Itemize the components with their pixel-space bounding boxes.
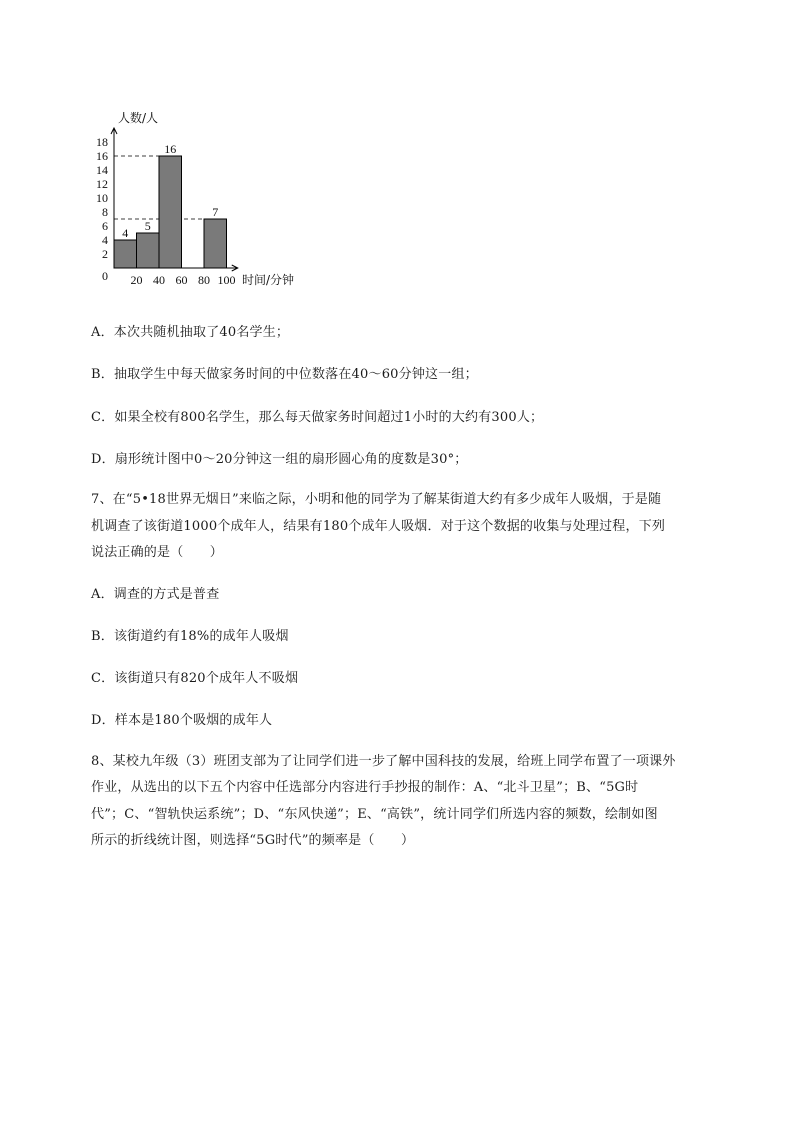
q7-option-c: C．该街道只有820个成年人不吸烟 bbox=[91, 671, 299, 686]
x-tick-label-3: 80 bbox=[198, 273, 210, 287]
bar-4 bbox=[204, 219, 227, 268]
q7-option-d: D．样本是180个吸烟的成年人 bbox=[91, 713, 273, 728]
q7-stem-line-3: 说法正确的是（ ） bbox=[91, 545, 224, 560]
histogram-chart bbox=[88, 104, 318, 294]
q8-stem-line-2: 作业，从选出的以下五个内容中任选部分内容进行手抄报的制作：A、“北斗卫星”；B、“5G时 bbox=[91, 780, 639, 795]
bar-label-1: 5 bbox=[144, 219, 151, 233]
x-tick-label-4: 100 bbox=[217, 273, 236, 287]
x-tick-label-1: 40 bbox=[153, 273, 165, 287]
y-tick-label-7: 14 bbox=[96, 163, 108, 177]
y-tick-label-4: 8 bbox=[102, 205, 108, 219]
y-tick-label-1: 2 bbox=[102, 247, 108, 261]
y-tick-label-9: 18 bbox=[96, 135, 108, 149]
x-tick-labels bbox=[131, 273, 236, 287]
q8-stem-line-4: 所示的折线统计图，则选择“5G时代”的频率是（ ） bbox=[91, 833, 415, 848]
y-tick-label-8: 16 bbox=[96, 149, 108, 163]
y-tick-label-2: 4 bbox=[102, 233, 108, 247]
bar-2 bbox=[159, 156, 182, 268]
q6-option-b: B．抽取学生中每天做家务时间的中位数落在40～60分钟这一组； bbox=[91, 367, 478, 382]
bar-label-2: 16 bbox=[164, 142, 177, 156]
origin-label: 0 bbox=[102, 269, 108, 283]
y-axis-title: 人数/人 bbox=[118, 111, 159, 125]
q6-option-a: A．本次共随机抽取了40名学生； bbox=[91, 325, 290, 340]
bar-label-4: 7 bbox=[212, 205, 219, 219]
y-tick-label-5: 10 bbox=[96, 191, 108, 205]
q8-stem-line-1: 8、某校九年级（3）班团支部为了让同学们进一步了解中国科技的发展，给班上同学布置了一项课外 bbox=[91, 754, 676, 769]
bar-label-0: 4 bbox=[122, 226, 129, 240]
x-axis-title: 时间/分钟 bbox=[242, 273, 295, 287]
q7-stem-line-1: 7、在“5•18世界无烟日”来临之际，小明和他的同学为了解某街道大约有多少成年人吸烟，于是随 bbox=[91, 492, 662, 507]
q7-stem-line-2: 机调查了该街道1000个成年人，结果有180个成年人吸烟．对于这个数据的收集与处理过程，下列 bbox=[91, 519, 666, 534]
q8-stem-line-3: 代”；C、“智轨快运系统”；D、“东风快递”；E、“高铁”，统计同学们所选内容的频数，绘制如图 bbox=[91, 807, 658, 822]
bar-0 bbox=[114, 240, 137, 268]
bars bbox=[114, 156, 227, 268]
x-tick-label-0: 20 bbox=[130, 273, 143, 287]
y-tick-label-3: 6 bbox=[102, 219, 108, 233]
y-tick-label-6: 12 bbox=[96, 177, 108, 191]
q6-option-c: C．如果全校有800名学生，那么每天做家务时间超过1小时的大约有300人； bbox=[91, 410, 544, 425]
bar-1 bbox=[137, 233, 160, 268]
q6-option-d: D．扇形统计图中0～20分钟这一组的扇形圆心角的度数是30°； bbox=[91, 452, 468, 467]
x-tick-label-2: 60 bbox=[175, 273, 188, 287]
q7-option-a: A．调查的方式是普查 bbox=[91, 587, 220, 602]
q7-option-b: B．该街道约有18%的成年人吸烟 bbox=[91, 629, 289, 644]
y-tick-labels bbox=[96, 135, 108, 261]
